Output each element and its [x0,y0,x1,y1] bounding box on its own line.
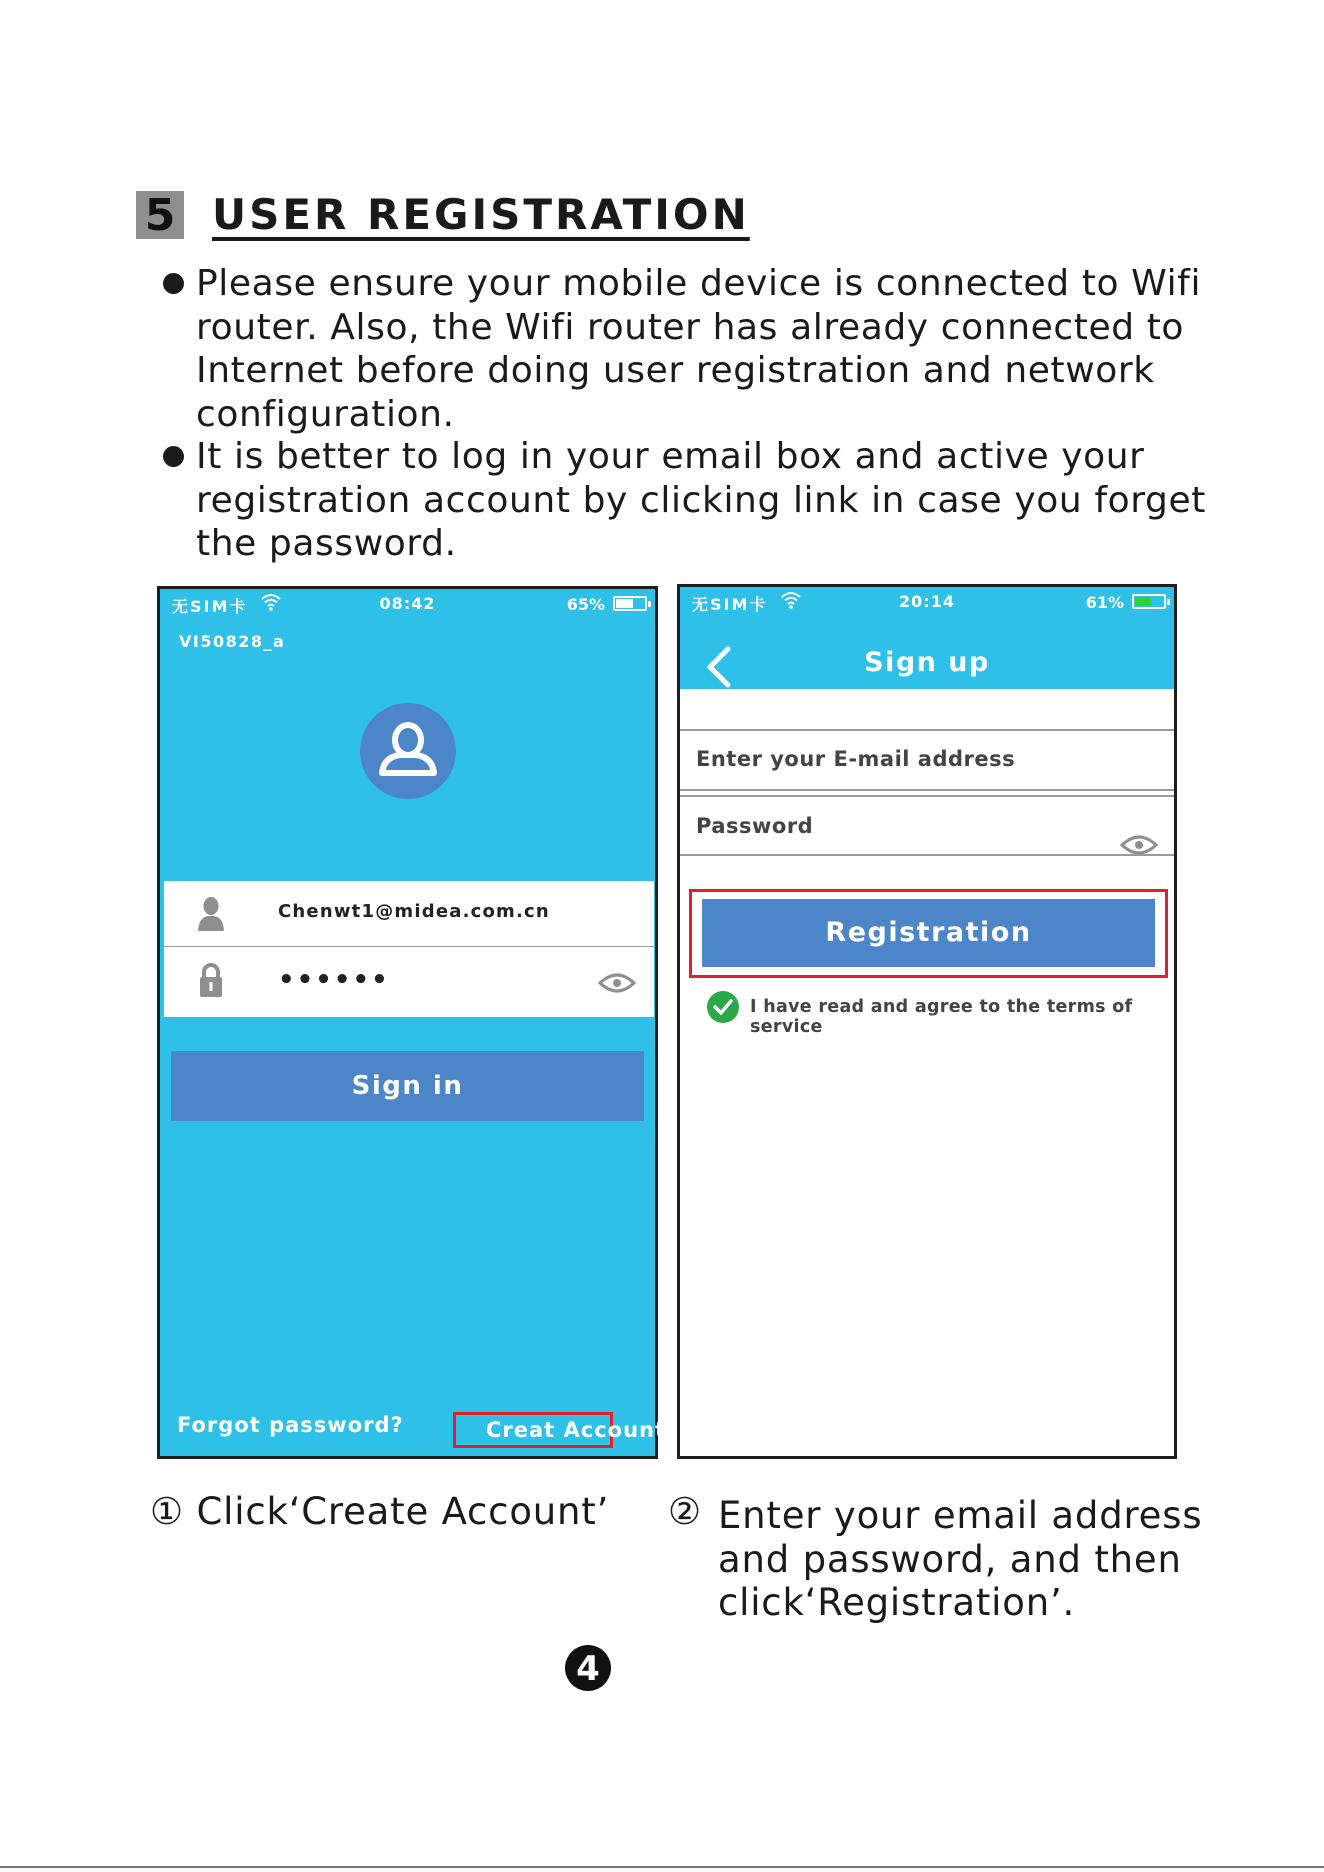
registration-highlight [689,889,1168,978]
app-header [680,587,1174,689]
avatar [360,703,456,799]
carrier-label: 无SIM卡 [172,597,248,616]
battery-icon [613,596,647,611]
user-icon [196,895,226,933]
page-number: 4 [565,1645,611,1691]
status-time: 08:42 [379,594,436,613]
password-value: •••••• [278,965,390,995]
bullet-text: Please ensure your mobile device is connected to Wifi router. Also, the Wifi router has already connected to Internet before doing user registration and network configuration. [196,263,1202,435]
divider [680,729,1174,731]
check-icon[interactable] [707,991,739,1023]
step-2-text: Enter your email address and password, and then click‘Registration’. [718,1494,1203,1624]
section-number: 5 [136,191,184,239]
divider [680,795,1174,797]
registration-button[interactable]: Registration [702,899,1155,967]
sign-in-button[interactable]: Sign in [171,1051,644,1121]
eye-icon[interactable] [598,971,636,995]
step-1-caption [150,1490,609,1534]
email-input[interactable]: Enter your E-mail address [696,747,1016,771]
email-value: Chenwt1@midea.com.cn [278,901,550,922]
status-time: 20:14 [899,592,955,611]
bullet-dot-icon [163,273,184,294]
password-input[interactable]: Password [696,814,814,838]
battery-icon [1132,594,1166,609]
create-account-link[interactable]: Creat Account [486,1418,667,1442]
step-2-number: ② [668,1490,702,1533]
terms-text: I have read and agree to the terms of service [750,997,1133,1037]
divider [680,789,1174,791]
email-field[interactable] [164,881,654,947]
battery-percent: 61% [1085,593,1124,612]
signup-screenshot [677,584,1177,1459]
network-name: VI50828_a [179,632,286,651]
bullet-item [196,435,1216,566]
status-bar [680,587,1174,617]
create-account-highlight [453,1412,667,1448]
bullet-dot-icon [163,446,184,467]
step-1-text: Click‘Create Account’ [196,1490,610,1533]
battery-percent: 65% [566,595,605,614]
carrier-label: 无SIM卡 [692,595,768,614]
forgot-password-link[interactable]: Forgot password? [177,1413,404,1437]
bullet-item [196,262,1216,436]
bullet-text: It is better to log in your email box and active your registration account by clicking link in case you forget the password. [196,436,1206,564]
lock-icon [196,961,226,999]
page-title: Sign up [864,647,990,678]
divider [680,854,1174,856]
login-screenshot [157,586,667,1459]
section-title: USER REGISTRATION [212,190,750,239]
status-bar [160,589,655,619]
user-icon [360,703,456,799]
divider [0,1866,1324,1868]
password-field[interactable] [164,947,654,1017]
step-1-number: ① [150,1490,184,1533]
